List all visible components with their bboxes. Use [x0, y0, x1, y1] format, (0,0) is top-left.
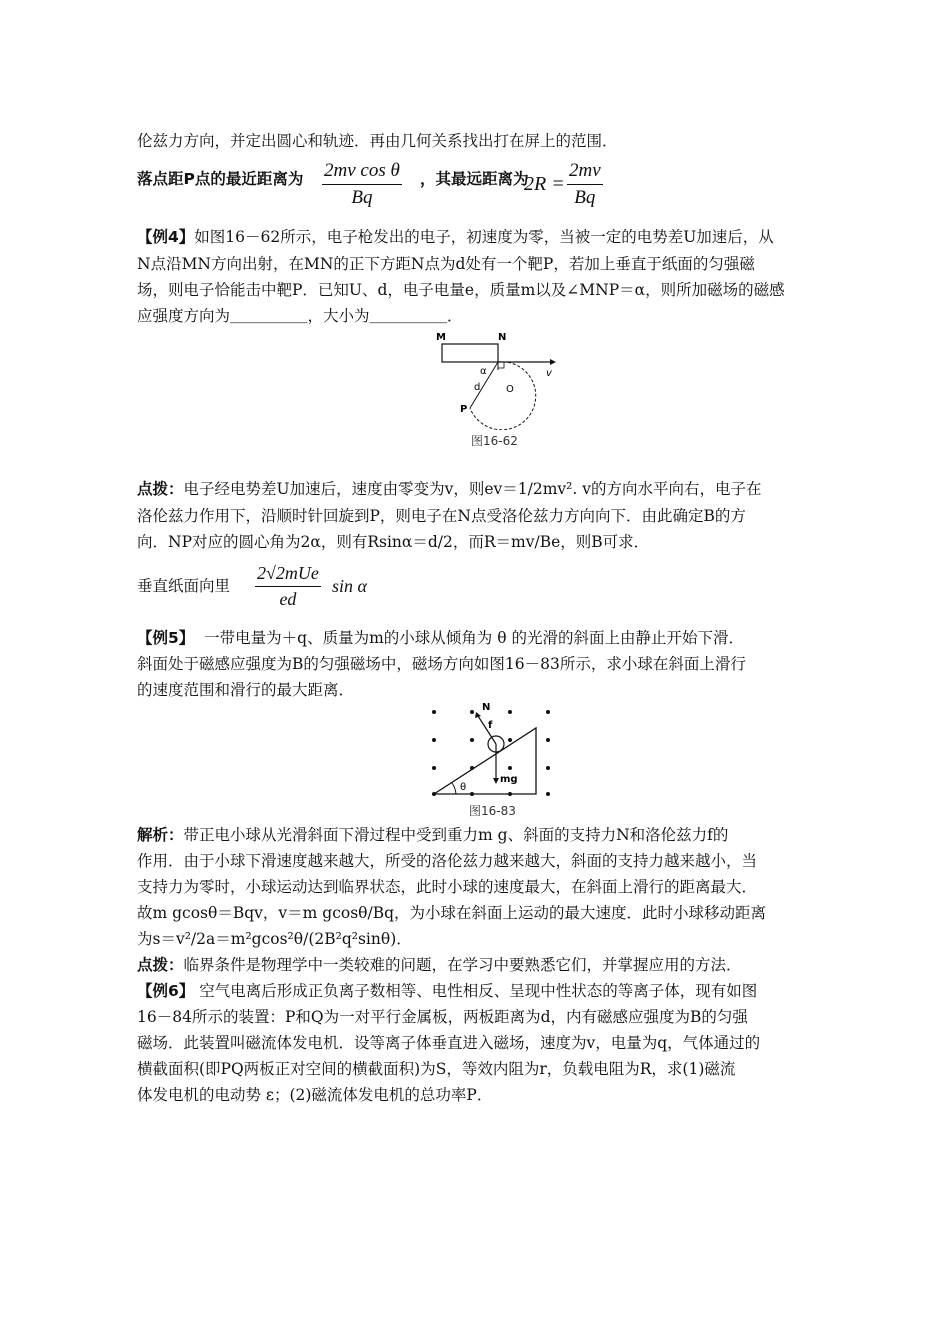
fraction-denominator: Bq — [351, 187, 373, 208]
fraction-farthest — [567, 160, 603, 209]
example-6-line-5: 体发电机的电动势 ε；(2)磁流体发电机的总功率P． — [137, 1086, 493, 1104]
label-n: N — [498, 332, 507, 343]
example-5-line-3: 的速度范围和滑行的最大距离． — [137, 681, 355, 699]
solution-5-line-1 — [137, 825, 728, 845]
fraction-denominator: Bq — [574, 187, 596, 208]
solution-5-line-2: 作用．由于小球下滑速度越来越大，所受的洛伦兹力越来越大，斜面的支持力越来越小，当 — [137, 852, 758, 870]
label-o: O — [506, 384, 514, 395]
hint-tag: 点拨： — [137, 480, 184, 498]
example-6-line-1 — [137, 981, 757, 1001]
label-d: d — [474, 382, 481, 393]
fraction-denominator: ed — [279, 589, 297, 609]
answer-middle: ，其最远距离为 — [420, 170, 529, 188]
arrow-head-icon — [493, 778, 499, 784]
figure-16-62 — [430, 330, 570, 430]
label-n: N — [482, 702, 491, 713]
incline — [434, 728, 536, 794]
example-5-tag: 【例5】 — [137, 629, 195, 647]
hint-text: 电子经电势差U加速后，速度由零变为v，则ev＝1/2mv². v的方向水平向右，电子在 — [183, 480, 762, 498]
solution-text: 带正电小球从光滑斜面下滑过程中受到重力m g、斜面的支持力N和洛伦兹力f的 — [183, 826, 729, 844]
answer-4-text: 垂直纸面向里 — [137, 577, 231, 595]
normal-force-arrow — [478, 716, 496, 744]
fraction-numerator: 2mv cos θ — [324, 160, 400, 181]
formula-lhs: 2R = — [524, 173, 565, 195]
label-p: P — [460, 404, 468, 415]
example-5-line-2: 斜面处于磁感应强度为B的匀强磁场中，磁场方向如图16－83所示，求小球在斜面上滑行 — [137, 655, 746, 673]
example-4-line-3: 场，则电子恰能击中靶P．已知U、d，电子电量e，质量m以及∠MNP＝α，则所加磁场的磁感 — [137, 281, 785, 299]
example-5-line-1 — [137, 628, 744, 648]
angle-arc — [452, 783, 456, 794]
right-angle-mark — [498, 362, 504, 368]
example-6-line-4: 横截面积(即PQ两板正对空间的横截面积)为S，等效内阻为r，负载电阻为R，求(1)磁流 — [137, 1060, 736, 1078]
hint-tag: 点拨： — [137, 956, 184, 974]
label-mg: mg — [500, 774, 518, 785]
solution-5-line-3: 支持力为零时，小球运动达到临界状态，此时小球的速度最大，在斜面上滑行的距离最大． — [137, 878, 758, 896]
fraction-numerator: 2√2mUe — [257, 563, 319, 583]
label-v: v — [546, 368, 552, 379]
electron-gun — [442, 344, 498, 362]
arrow-head-icon — [550, 359, 556, 365]
fraction-numerator: 2mv — [569, 160, 601, 181]
answer-4-fraction — [255, 563, 321, 610]
example-6-line-2: 16－84所示的装置：P和Q为一对平行金属板，两板距离为d，内有磁感应强度为B的匀强 — [137, 1008, 748, 1026]
hint-4-line-2: 洛伦兹力作用下，沿顺时针回旋到P，则电子在N点受洛伦兹力方向向下．由此确定B的方 — [137, 507, 746, 525]
figure-caption: 图16-62 — [471, 434, 518, 448]
hint-4-line-1 — [137, 479, 762, 499]
hint-5-line-1 — [137, 955, 742, 975]
example-4-tag: 【例4】 — [137, 228, 195, 246]
solution-5-line-4: 故m gcosθ＝Bqv，v＝m gcosθ/Bq，为小球在斜面上运动的最大速度．此时小球移动距离 — [137, 904, 767, 922]
label-theta: θ — [460, 782, 467, 793]
example-6-line-3: 磁场．此装置叫磁流体发电机．设等离子体垂直进入磁场，速度为v，电量为q，气体通过的 — [137, 1034, 761, 1052]
fraction-nearest — [322, 160, 402, 209]
example-4-line-2: N点沿MN方向出射，在MN的正下方距N点为d处有一个靶P，若加上垂直于纸面的匀强磁 — [137, 255, 755, 273]
example-4-text: 如图16－62所示，电子枪发出的电子，初速度为零，当被一定的电势差U加速后，从 — [194, 228, 774, 246]
label-f: f — [488, 720, 493, 731]
hint-text: 临界条件是物理学中一类较难的问题，在学习中要熟悉它们，并掌握应用的方法． — [183, 956, 742, 974]
figure-16-83 — [420, 698, 570, 808]
text-line: 伦兹力方向，并定出圆心和轨迹．再由几何关系找出打在屏上的范围． — [137, 132, 618, 150]
example-4-line-4: 应强度方向为＿＿＿＿＿，大小为＿＿＿＿＿． — [137, 307, 463, 325]
answer-4-tail: sin α — [332, 576, 367, 596]
answer-prefix: 落点距P点的最近距离为 — [137, 170, 304, 188]
example-5-text: 一带电量为＋q、质量为m的小球从倾角为 θ 的光滑的斜面上由静止开始下滑． — [204, 629, 744, 647]
example-4-line-1 — [137, 227, 774, 247]
hint-4-line-3: 向．NP对应的圆心角为2α，则有Rsinα＝d/2，而R＝mv/Be，则B可求． — [137, 533, 650, 551]
label-m: M — [436, 332, 446, 343]
solution-5-line-5: 为s＝v²/2a＝m²gcos²θ/(2B²q²sinθ)． — [137, 930, 412, 948]
label-alpha: α — [480, 366, 487, 377]
example-6-text: 空气电离后形成正负离子数相等、电性相反、呈现中性状态的等离子体，现有如图 — [194, 982, 758, 1000]
example-6-tag: 【例6】 — [137, 982, 195, 1000]
solution-tag: 解析： — [137, 826, 184, 844]
figure-caption: 图16-83 — [469, 804, 516, 818]
